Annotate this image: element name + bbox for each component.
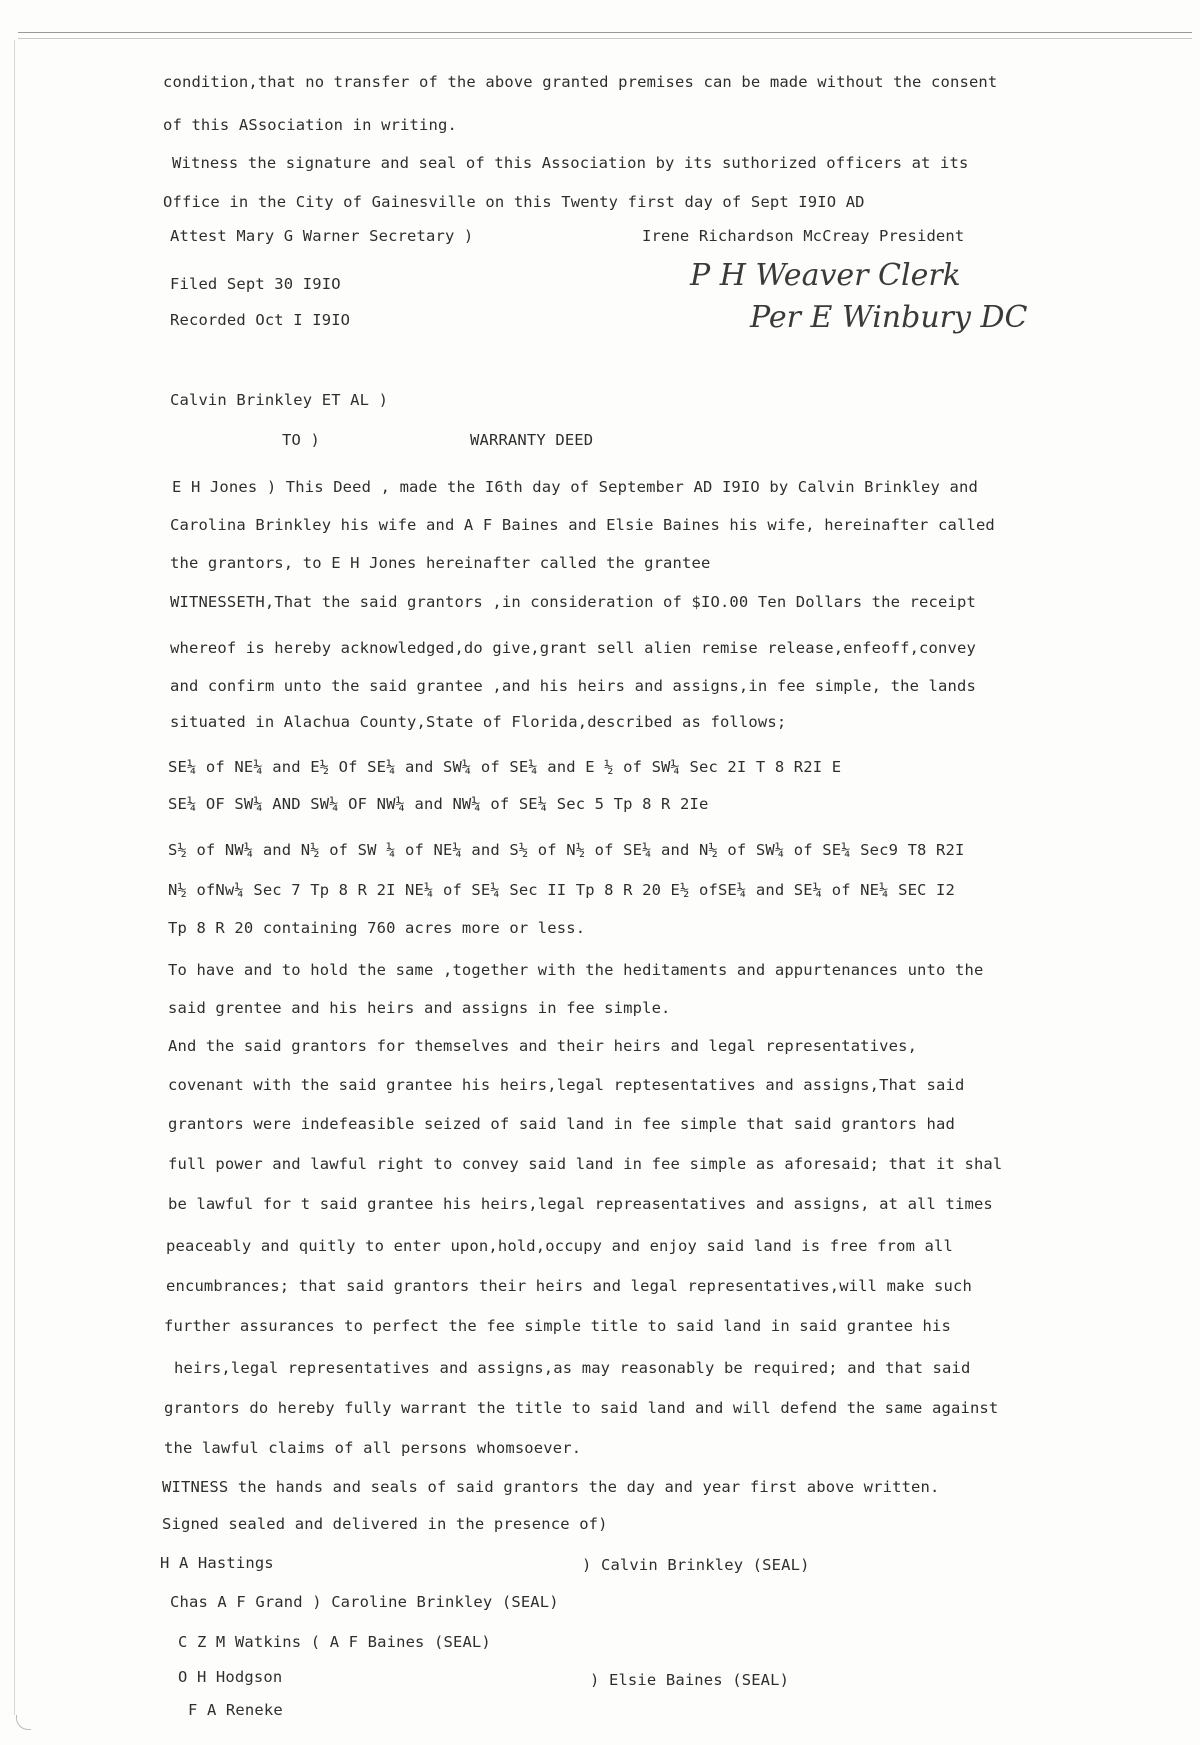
land-description-line: S½ of NW¼ and N½ of SW ¼ of NE¼ and S½ of N½ of SE¼ and N½ of SW¼ of SE¼ Sec9 T8 R2I	[168, 841, 965, 859]
text-line: encumbrances; that said grantors their heirs and legal representatives,will make such	[166, 1277, 972, 1295]
page-corner-mark	[16, 1715, 31, 1730]
text-line: and confirm unto the said grantee ,and his heirs and assigns,in fee simple, the lands	[170, 677, 976, 695]
deputy-clerk-signature: Per E Winbury DC	[750, 300, 1028, 335]
text-line: WITNESSETH,That the said grantors ,in consideration of $IO.00 Ten Dollars the receipt	[170, 593, 976, 611]
text-line: heirs,legal representatives and assigns,as may reasonably be required; and that said	[174, 1359, 971, 1377]
witness-grantor-line: Chas A F Grand ) Caroline Brinkley (SEAL)	[170, 1593, 559, 1611]
top-rule-secondary	[18, 38, 1192, 39]
text-line: Attest Mary G Warner Secretary )	[170, 227, 474, 245]
text-line: Carolina Brinkley his wife and A F Baines and Elsie Baines his wife, hereinafter called	[170, 516, 995, 534]
witness-grantor-line: C Z M Watkins ( A F Baines (SEAL)	[178, 1633, 491, 1651]
clerk-signature: P H Weaver Clerk	[690, 258, 961, 293]
text-line: Filed Sept 30 I9IO	[170, 275, 341, 293]
text-line: grantors do hereby fully warrant the title to said land and will defend the same against	[164, 1399, 999, 1417]
text-line: E H Jones ) This Deed , made the I6th day of September AD I9IO by Calvin Brinkley and	[172, 478, 978, 496]
land-description-line: N½ ofNw¼ Sec 7 Tp 8 R 2I NE¼ of SE¼ Sec II Tp 8 R 20 E½ ofSE¼ and SE¼ of NE¼ SEC I2	[168, 881, 955, 899]
text-line: WITNESS the hands and seals of said grantors the day and year first above written.	[162, 1478, 940, 1496]
text-line: situated in Alachua County,State of Florida,described as follows;	[170, 713, 787, 731]
land-description-line: Tp 8 R 20 containing 760 acres more or less.	[168, 919, 586, 937]
text-line: Calvin Brinkley ET AL )	[170, 391, 389, 409]
grantor-signature-line: ) Calvin Brinkley (SEAL)	[582, 1556, 810, 1574]
text-line: condition,that no transfer of the above granted premises can be made without the consent	[163, 73, 998, 91]
top-rule	[18, 32, 1192, 33]
page-left-edge	[14, 40, 15, 1715]
text-line: To have and to hold the same ,together with the heditaments and appurtenances unto the	[168, 961, 984, 979]
grantor-signature-line: ) Elsie Baines (SEAL)	[590, 1671, 790, 1689]
text-line: Witness the signature and seal of this Association by its suthorized officers at its	[172, 154, 969, 172]
text-line: Signed sealed and delivered in the presence of)	[162, 1515, 608, 1533]
text-line: grantors were indefeasible seized of said land in fee simple that said grantors had	[168, 1115, 955, 1133]
witness-name: O H Hodgson	[178, 1668, 283, 1686]
text-line: TO )	[282, 431, 320, 449]
witness-name: H A Hastings	[160, 1554, 274, 1572]
text-line: whereof is hereby acknowledged,do give,grant sell alien remise release,enfeoff,convey	[170, 639, 976, 657]
text-line: And the said grantors for themselves and their heirs and legal representatives,	[168, 1037, 918, 1055]
text-line: covenant with the said grantee his heirs,legal reptesentatives and assigns,That said	[168, 1076, 965, 1094]
text-line: Office in the City of Gainesville on this Twenty first day of Sept I9IO AD	[163, 193, 865, 211]
text-line: Irene Richardson McCreay President	[642, 227, 965, 245]
text-line: of this ASsociation in writing.	[163, 116, 457, 134]
text-line: said grentee and his heirs and assigns in fee simple.	[168, 999, 671, 1017]
text-line: Recorded Oct I I9IO	[170, 311, 351, 329]
text-line: the grantors, to E H Jones hereinafter called the grantee	[170, 554, 711, 572]
witness-name: F A Reneke	[188, 1701, 283, 1719]
text-line: the lawful claims of all persons whomsoever.	[164, 1439, 582, 1457]
text-line: full power and lawful right to convey said land in fee simple as aforesaid; that it shal	[168, 1155, 1003, 1173]
text-line: peaceably and quitly to enter upon,hold,occupy and enjoy said land is free from all	[166, 1237, 953, 1255]
land-description-line: SE¼ OF SW¼ AND SW¼ OF NW¼ and NW¼ of SE¼ Sec 5 Tp 8 R 2Ie	[168, 795, 709, 813]
deed-type-heading: WARRANTY DEED	[470, 431, 594, 449]
land-description-line: SE¼ of NE¼ and E½ Of SE¼ and SW¼ of SE¼ and E ½ of SW¼ Sec 2I T 8 R2I E	[168, 758, 842, 776]
text-line: be lawful for t said grantee his heirs,legal repreasentatives and assigns, at all times	[168, 1195, 993, 1213]
text-line: further assurances to perfect the fee simple title to said land in said grantee his	[164, 1317, 951, 1335]
